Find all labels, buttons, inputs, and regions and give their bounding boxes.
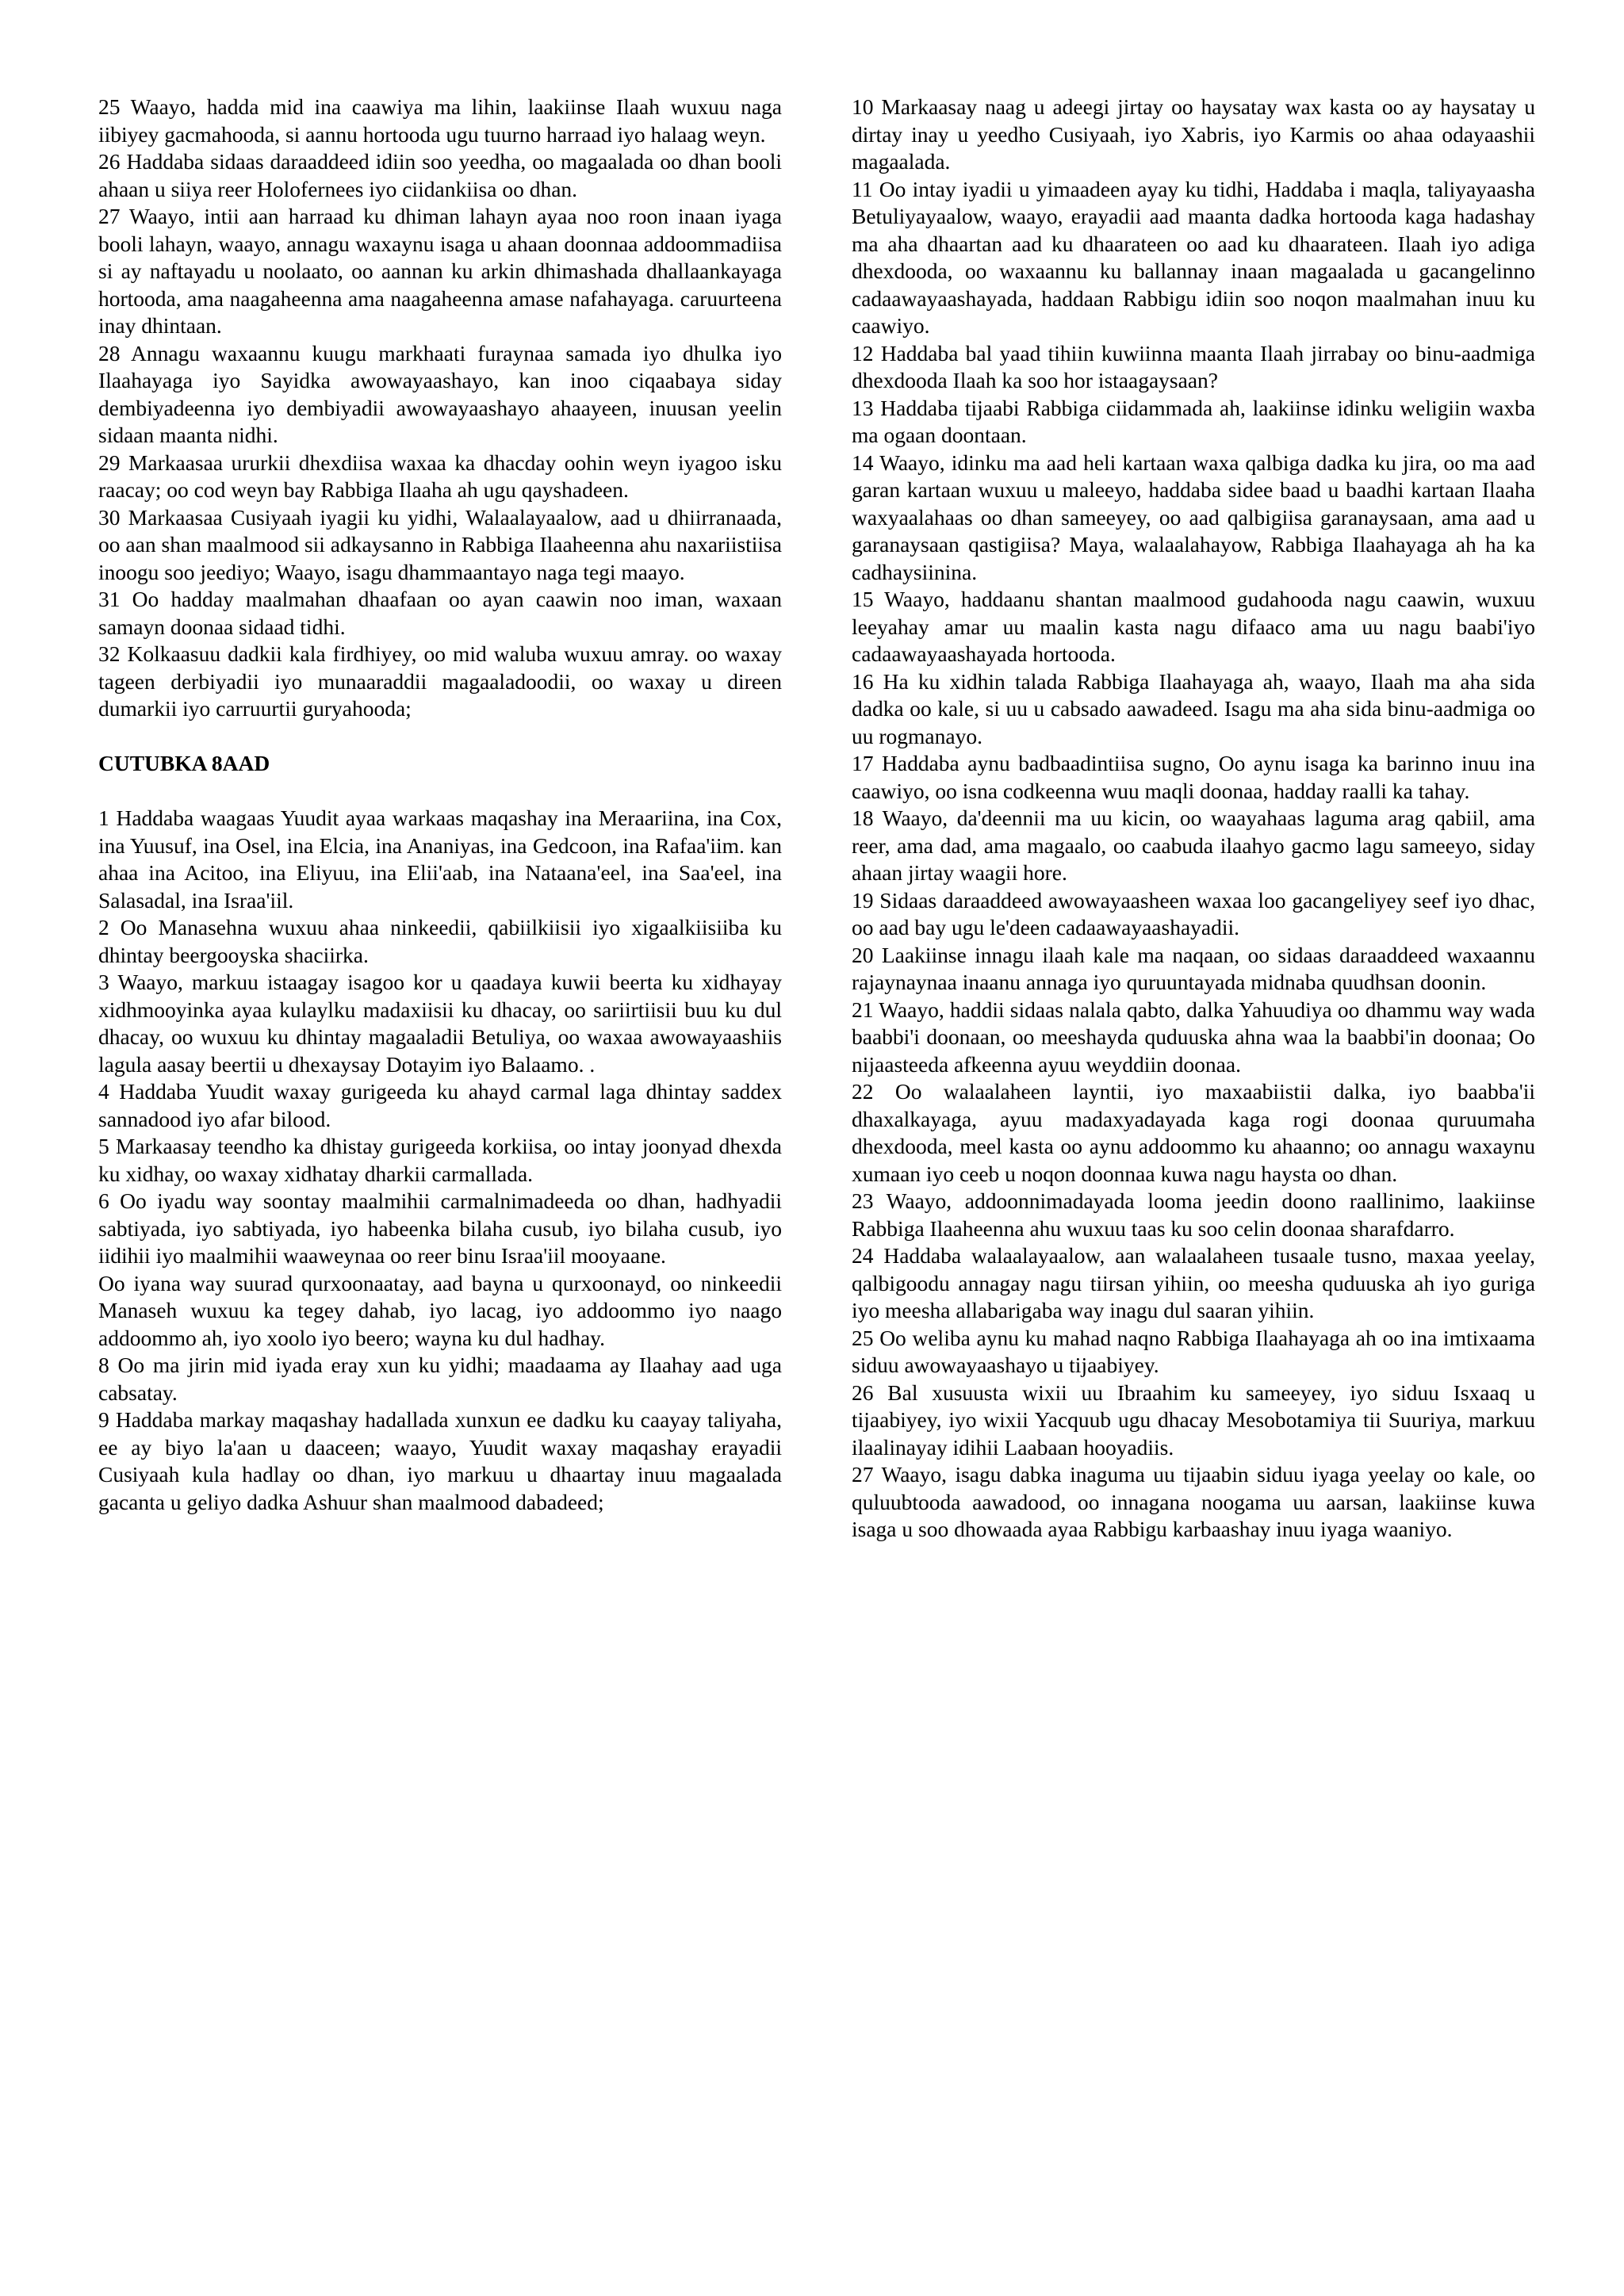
verse-paragraph: 21 Waayo, haddii sidaas nalala qabto, dalka Yahuudiya oo dhammu way wada baabbi'i doonaan, oo meeshayda quduuska ahna waa la baabbi'in doonaa; Oo nijaasteeda afkeenna ayuu weyddiin doonaa. (852, 997, 1535, 1077)
verse-paragraph: 1 Haddaba waagaas Yuudit ayaa warkaas maqashay ina Meraariina, ina Cox, ina Yuusuf, ina Osel, ina Elcia, ina Ananiyas, ina Gedcoon, ina Rafaa'iim. kan ahaa ina Acitoo, ina Eliyuu, ina Elii'aab, ina Nataana'eel, ina Saa'eel, ina Salasadal, ina Israa'iil. (98, 806, 782, 913)
blank-line (98, 723, 782, 751)
verse-paragraph: 11 Oo intay iyadii u yimaadeen ayay ku tidhi, Haddaba i maqla, taliyayaasha Betuliyayaalow, waayo, erayadii aad maanta dadka hortooda kaga hadashay ma aha dhaartan aad ku dhaarateen oo aad ku dhaarateen. Ilaah iyo adiga dhexdooda, oo waxaannu ku ballannay inaan magaalada u gacangelinno cadaawayaashayada, haddaan Rabbigu idiin soo noqon maalmahan inuu ku caawiyo. (852, 176, 1535, 338)
verse-paragraph: 22 Oo walaalaheen layntii, iyo maxaabiistii dalka, iyo baabba'ii dhaxalkayaga, ayuu madaxyadayada kaga rogi doonaa quruumaha dhexdooda, meel kasta oo aynu addoommo ku ahaanno; oo annagu waxaynu xumaan iyo ceeb u noqon doonnaa kuwa nagu haysta oo dhan. (852, 1079, 1535, 1186)
verse-paragraph: 5 Markaasay teendho ka dhistay gurigeeda korkiisa, oo intay joonyad dhexda ku xidhay, oo waxay xidhatay dharkii carmallada. (98, 1134, 782, 1186)
verse-paragraph: 25 Waayo, hadda mid ina caawiya ma lihin, laakiinse Ilaah wuxuu naga iibiyey gacmahooda, si aannu hortooda ugu tuurno harraad iyo halaag weyn. (98, 94, 782, 147)
blank-line (98, 778, 782, 806)
verse-paragraph: 27 Waayo, isagu dabka inaguma uu tijaabin siduu iyaga yeelay oo kale, oo quluubtooda aawadood, oo innagana noogama uu aarsan, laakiinse kuwa isaga u soo dhowaada ayaa Rabbigu karbaashay inuu iyaga waaniyo. (852, 1462, 1535, 1541)
verse-paragraph: 26 Haddaba sidaas daraaddeed idiin soo yeedha, oo magaalada oo dhan booli ahaan u siiya reer Holofernees iyo ciidankiisa oo dhan. (98, 149, 782, 201)
verse-paragraph: 14 Waayo, idinku ma aad heli kartaan waxa qalbiga dadka ku jira, oo ma aad garan kartaan wuxuu u maleeyo, haddaba sidee baad u baadhi kartaan Ilaaha waxyaalahaas oo dhan sameeyey, oo aad qalbigiisa garanaysaan, ama aad u garanaysaan qastigiisa? Maya, walaalahayow, Rabbiga Ilaahayaga ah ha ka cadhaysiinina. (852, 450, 1535, 584)
verse-paragraph: 30 Markaasaa Cusiyaah iyagii ku yidhi, Walaalayaalow, aad u dhiirranaada, oo aan shan maalmood sii adkaysanno in Rabbiga Ilaaheenna ahu naxariistiisa inoogu soo jeediyo; Waayo, isagu dhammaantayo naga tegi maayo. (98, 504, 782, 584)
verse-paragraph: 16 Ha ku xidhin talada Rabbiga Ilaahayaga ah, waayo, Ilaah ma aha sida dadka oo kale, si uu u cabsado aawadeed. Isagu ma aha sida binu-aadmiga oo uu rogmanayo. (852, 668, 1535, 748)
verse-paragraph: 27 Waayo, intii aan harraad ku dhiman lahayn ayaa noo roon inaan iyaga booli lahayn, waayo, annagu waxaynu isaga u ahaan doonnaa addoommadiisa si ay naftayadu u noolaato, oo aannan ku arkin dhimashada dhallaankayaga hortooda, ama naagaheenna ama naagaheenna amase nafahayaga. caruurteena inay dhintaan. (98, 204, 782, 338)
verse-paragraph: 28 Annagu waxaannu kuugu markhaati furaynaa samada iyo dhulka iyo Ilaahayaga iyo Sayidka awowayaashayo, kan inoo ciqaabaya siday dembiyadeenna iyo dembiyadii awowayaashayo ahaayeen, inuusan yeelin sidaan maanta nidhi. (98, 340, 782, 447)
verse-paragraph: 29 Markaasaa ururkii dhexdiisa waxaa ka dhacday oohin weyn iyagoo isku raacay; oo cod weyn bay Rabbiga Ilaaha ah ugu qayshadeen. (98, 450, 782, 502)
verse-paragraph: 10 Markaasay naag u adeegi jirtay oo haysatay wax kasta oo ay haysatay u dirtay inay u yeedho Cusiyaah, iyo Xabris, iyo Karmis oo ahaa odayaashii magaalada. (852, 94, 1535, 174)
verse-paragraph: 15 Waayo, haddaanu shantan maalmood gudahooda nagu caawin, wuxuu leeyahay amar uu maalin kasta nagu difaaco ama uu nagu baabi'iyo cadaawayaashayada hortooda. (852, 587, 1535, 666)
verse-paragraph: 6 Oo iyadu way soontay maalmihii carmalnimadeeda oo dhan, hadhyadii sabtiyada, iyo sabtiyada, iyo habeenka bilaha cusub, iyo bilaha cusub, iyo iidihii iyo maalmihii waaweynaa oo reer binu Israa'iil mooyaane. (98, 1188, 782, 1268)
verse-paragraph: 25 Oo weliba aynu ku mahad naqno Rabbiga Ilaahayaga ah oo ina imtixaama siduu awowayaashayo u tijaabiyey. (852, 1325, 1535, 1377)
verse-paragraph: 4 Haddaba Yuudit waxay gurigeeda ku ahayd carmal laga dhintay saddex sannadood iyo afar bilood. (98, 1079, 782, 1131)
verse-paragraph: 2 Oo Manasehna wuxuu ahaa ninkeedii, qabiilkiisii iyo xigaalkiisiiba ku dhintay beergooyska shaciirka. (98, 915, 782, 967)
verse-paragraph: 23 Waayo, addoonnimadayada looma jeedin doono raallinimo, laakiinse Rabbiga Ilaaheenna ahu wuxuu taas ku soo celin doonaa sharafdarro. (852, 1188, 1535, 1241)
verse-paragraph: 20 Laakiinse innagu ilaah kale ma naqaan, oo sidaas daraaddeed waxaannu rajaynaynaa inaanu annaga iyo quruuntayada midnaba quudhsan doonin. (852, 942, 1535, 994)
verse-paragraph: Oo iyana way suurad qurxoonaatay, aad bayna u qurxoonayd, oo ninkeedii Manaseh wuxuu ka tegey dahab, iyo lacag, iyo addoommo iyo naago addoommo ah, iyo xoolo iyo beero; wayna ku dul hadhay. (98, 1270, 782, 1350)
verse-paragraph: 12 Haddaba bal yaad tihiin kuwiinna maanta Ilaah jirrabay oo binu-aadmiga dhexdooda Ilaah ka soo hor istaagaysaan? (852, 340, 1535, 392)
chapter-heading: CUTUBKA 8AAD (98, 751, 270, 775)
verse-paragraph: 26 Bal xusuusta wixii uu Ibraahim ku sameeyey, iyo siduu Isxaaq u tijaabiyey, iyo wixii Yacquub ugu dhacay Mesobotamiya tii Suuriya, markuu ilaalinayay idihii Laabaan hooyadiis. (852, 1380, 1535, 1460)
verse-paragraph: 13 Haddaba tijaabi Rabbiga ciidammada ah, laakiinse idinku weligiin waxba ma ogaan doontaan. (852, 395, 1535, 447)
verse-paragraph: 18 Waayo, da'deennii ma uu kicin, oo waayahaas laguma arag qabiil, ama reer, ama dad, ama magaalo, oo caabuda ilaahyo gacmo lagu sameeyo, siday ahaan jirtay waagii hore. (852, 806, 1535, 885)
verse-paragraph: 3 Waayo, markuu istaagay isagoo kor u qaadaya kuwii beerta ku xidhayay xidhmooyinka ayaa kulaylku madaxiisii ku dhacay, oo sariirtiisii buu ku dul dhacay, oo wuxuu ku dhintay magaaladii Betuliya, oo waxaa awowayaashiis lagula aasay beertii u dhexaysay Dotayim iyo Balaamo. . (98, 970, 782, 1077)
verse-paragraph: 9 Haddaba markay maqashay hadallada xunxun ee dadku ku caayay taliyaha, ee ay biyo la'aan u daaceen; waayo, Yuudit waxay maqashay erayadii Cusiyaah kula hadlay oo dhan, iyo markuu u dhaartay inuu magaalada gacanta u geliyo dadka Ashuur shan maalmood dabadeed; (98, 1407, 782, 1514)
right-column (852, 94, 1535, 2202)
document-page (98, 94, 1535, 2202)
verse-paragraph: 31 Oo hadday maalmahan dhaafaan oo ayan caawin noo iman, waxaan samayn doonaa sidaad tidhi. (98, 587, 782, 639)
verse-paragraph: 19 Sidaas daraaddeed awowayaasheen waxaa loo gacangeliyey seef iyo dhac, oo aad bay ugu le'deen cadaawayaashayadii. (852, 887, 1535, 939)
verse-paragraph: 8 Oo ma jirin mid iyada eray xun ku yidhi; maadaama ay Ilaahay aad uga cabsatay. (98, 1353, 782, 1405)
verse-paragraph: 17 Haddaba aynu badbaadintiisa sugno, Oo aynu isaga ka barinno inuu ina caawiyo, oo isna codkeenna wuu maqli doonaa, hadday raalli ka tahay. (852, 751, 1535, 803)
verse-paragraph: 24 Haddaba walaalayaalow, aan walaalaheen tusaale tusno, maxaa yeelay, qalbigoodu annagay nagu tiirsan yihiin, oo meesha quduuska ah iyo guriga iyo meesha allabarigaba way inagu dul saaran yihiin. (852, 1243, 1535, 1322)
left-column (98, 94, 782, 2202)
verse-paragraph: 32 Kolkaasuu dadkii kala firdhiyey, oo mid waluba wuxuu amray. oo waxay tageen derbiyadii iyo munaaraddii magaaladoodii, oo waxay u direen dumarkii iyo carruurtii guryahooda; (98, 641, 782, 721)
